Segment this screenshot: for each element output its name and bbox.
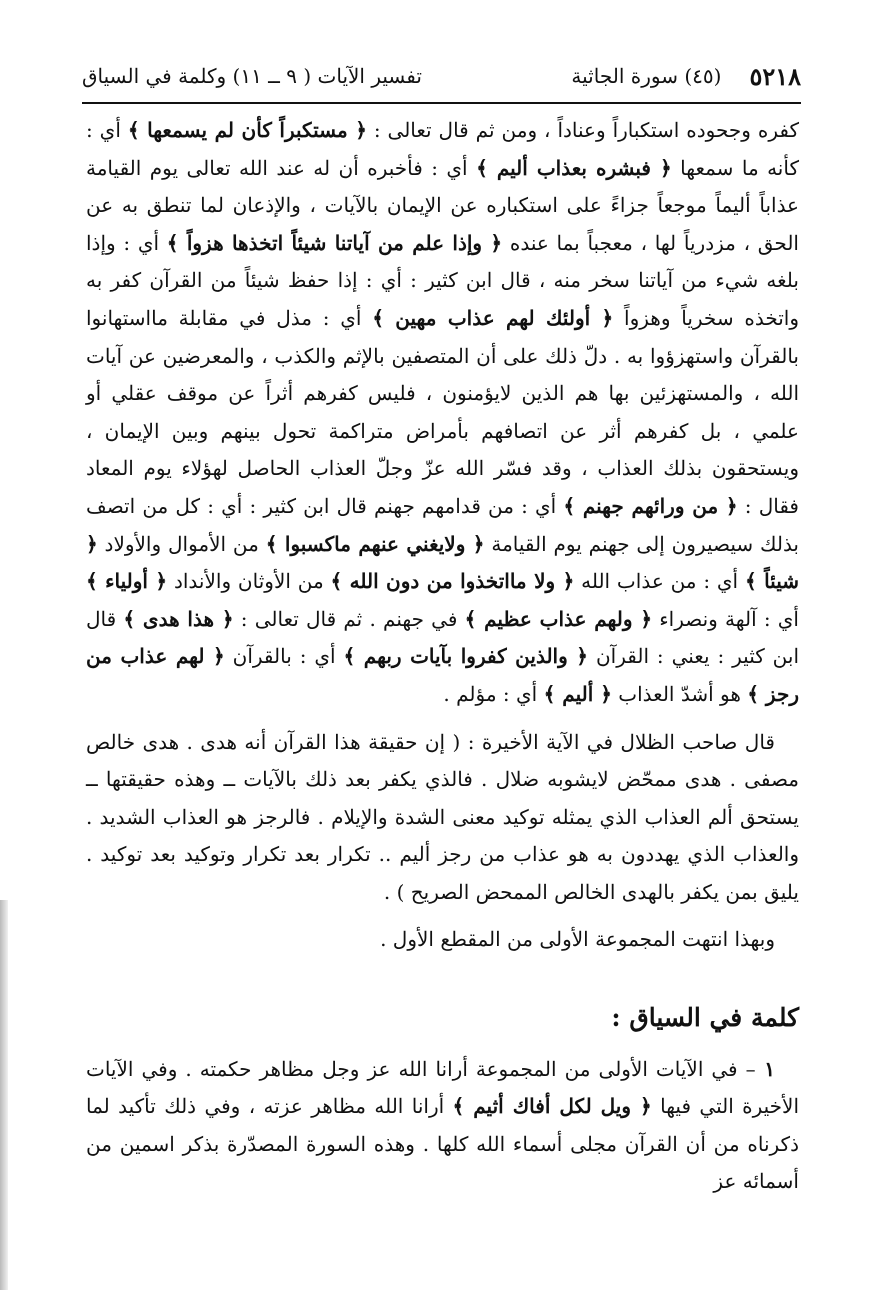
quran-quote: ﴿ لهم عذاب من رجز ﴾ [86, 644, 799, 706]
quran-quote: ١ [755, 1056, 775, 1081]
text-run: – في الآيات الأولى من المجموعة أرانا الله عز وجل مظاهر حكمته . وفي الآيات الأخيرة التي فيها [86, 1056, 800, 1119]
paragraph [86, 724, 799, 912]
quran-quote: ﴿ هذا هدى ﴾ [123, 606, 234, 631]
paragraph [86, 112, 799, 714]
paragraph [86, 1051, 799, 1201]
quran-quote: ﴿ ويل لكل أفاك أثيم ﴾ [452, 1094, 652, 1119]
section-heading: كلمة في السياق : [611, 1003, 799, 1033]
text-run: من الأوثان والأنداد [167, 569, 331, 594]
body-text [86, 112, 799, 1201]
quran-quote: ﴿ ولايغني عنهم ماكسبوا ﴾ [265, 531, 485, 556]
text-run: أي : من قدامهم جهنم قال ابن كثير : أي : كل من اتصف بذلك سيصيرون إلى جهنم يوم القيامة [86, 493, 800, 556]
quran-quote: ﴿ وإذا علم من آياتنا شيئاً اتخذها هزواً ﴾ [166, 230, 503, 255]
text-run: كفره وجحوده استكباراً وعناداً ، ومن ثم قال تعالى : [366, 118, 799, 142]
quran-quote: ﴿ من ورائهم جهنم ﴾ [563, 493, 738, 518]
paragraph [86, 921, 799, 959]
section-spacer [86, 959, 799, 999]
quran-quote: ﴿ ولهم عذاب عظيم ﴾ [464, 606, 653, 631]
text-run: من الأموال والأولاد [97, 531, 266, 556]
quran-quote: ﴿ مستكبراً كأن لم يسمعها ﴾ [127, 118, 367, 142]
text-run: أي : كأنه ما سمعها [86, 118, 799, 180]
text-run: قال ابن كثير : يعني : القرآن [86, 606, 800, 669]
running-section-title: تفسير الآيات ( ٩ ــ ١١) وكلمة في السياق [82, 64, 422, 88]
page-header [82, 56, 801, 96]
text-run: هو أشدّ العذاب [611, 681, 748, 706]
paragraph-spacer [86, 714, 799, 724]
text-run: أي : مؤلم . [443, 681, 544, 706]
text-run: أي : وإذا بلغه شيء من آياتنا سخر منه ، قال ابن كثير : أي : إذا حفظ شيئاً من القرآن كفر به واتخذه سخرياً وهزواً [86, 230, 800, 330]
quran-quote: ﴿ فبشره بعذاب أليم ﴾ [476, 155, 672, 180]
quran-quote: ﴿ والذين كفروا بآيات ربهم ﴾ [343, 644, 589, 669]
text-run: أي : فأخبره أن له عند الله تعالى يوم القيامة عذاباً أليماً موجعاً جزاءً على استكباره عن الإيمان بالآيات ، والإذعان لما تنطق به عن الحق ، مزدرياً لها ، معجباً بما عنده [86, 155, 799, 255]
surah-name: (٤٥) سورة الجاثية [571, 64, 722, 88]
text-run: أرانا الله مظاهر عزته ، وفي ذلك تأكيد لما ذكرناه من أن القرآن مجلى أسماء الله كلها . وهذه السورة المصدّرة بذكر اسمين من أسمائه عز [86, 1094, 799, 1194]
text-run: أي : مذل في مقابلة مااستهانوا بالقرآن واستهزؤوا به . دلّ ذلك على أن المتصفين بالإثم والكذب ، والمعرضين عن آيات الله ، والمستهزئين بها هم الذين لايؤمنون ، فليس كفرهم أثراً عن موقف عقلي أو علمي ، بل كفرهم أثر عن اتصافهم بأمراض متراكمة تحول بينهم وبين الإيمان ، ويستحقون بذلك العذاب ، وقد فسّر الله عزّ وجلّ العذاب الحاصل لهؤلاء يوم المعاد فقال : [86, 305, 799, 518]
header-divider [82, 102, 801, 104]
quran-quote: ﴿ شيئاً ﴾ [86, 531, 800, 594]
scan-binding-shadow [0, 900, 8, 1290]
quran-quote: ﴿ أولياء ﴾ [86, 569, 168, 594]
text-run: قال صاحب الظلال في الآية الأخيرة : ( إن حقيقة هذا القرآن أنه هدى . هدى خالص مصفى . هدى ممحّض لايشوبه ضلال . فالذي يكفر بعد ذلك بالآيات ــ وهذه حقيقتها ــ يستحق ألم العذاب الذي يمثله توكيد معنى الشدة والإيلام . فالرجز هو العذاب الشديد . والعذاب الذي يهددون به هو عذاب من رجز أليم .. تكرار بعد تكرار وتوكيد بعد توكيد . يليق بمن يكفر بالهدى الخالص الممحض الصريح ) . [86, 729, 799, 904]
page-number: ٥٢١٨ [749, 61, 801, 91]
paragraph-spacer [86, 911, 799, 921]
text-run: أي : من عذاب الله [574, 569, 745, 594]
text-run: وبهذا انتهت المجموعة الأولى من المقطع الأول . [380, 927, 775, 952]
text-run: أي : آلهة ونصراء [652, 606, 799, 631]
text-run: في جهنم . ثم قال تعالى : [233, 606, 465, 631]
header-right-group [571, 62, 801, 91]
quran-quote: ﴿ أولئك لهم عذاب مهين ﴾ [372, 305, 614, 330]
quran-quote: ﴿ ولا مااتخذوا من دون الله ﴾ [330, 569, 575, 594]
quran-quote: ﴿ أليم ﴾ [543, 681, 612, 706]
text-run: أي : بالقرآن [224, 644, 344, 669]
